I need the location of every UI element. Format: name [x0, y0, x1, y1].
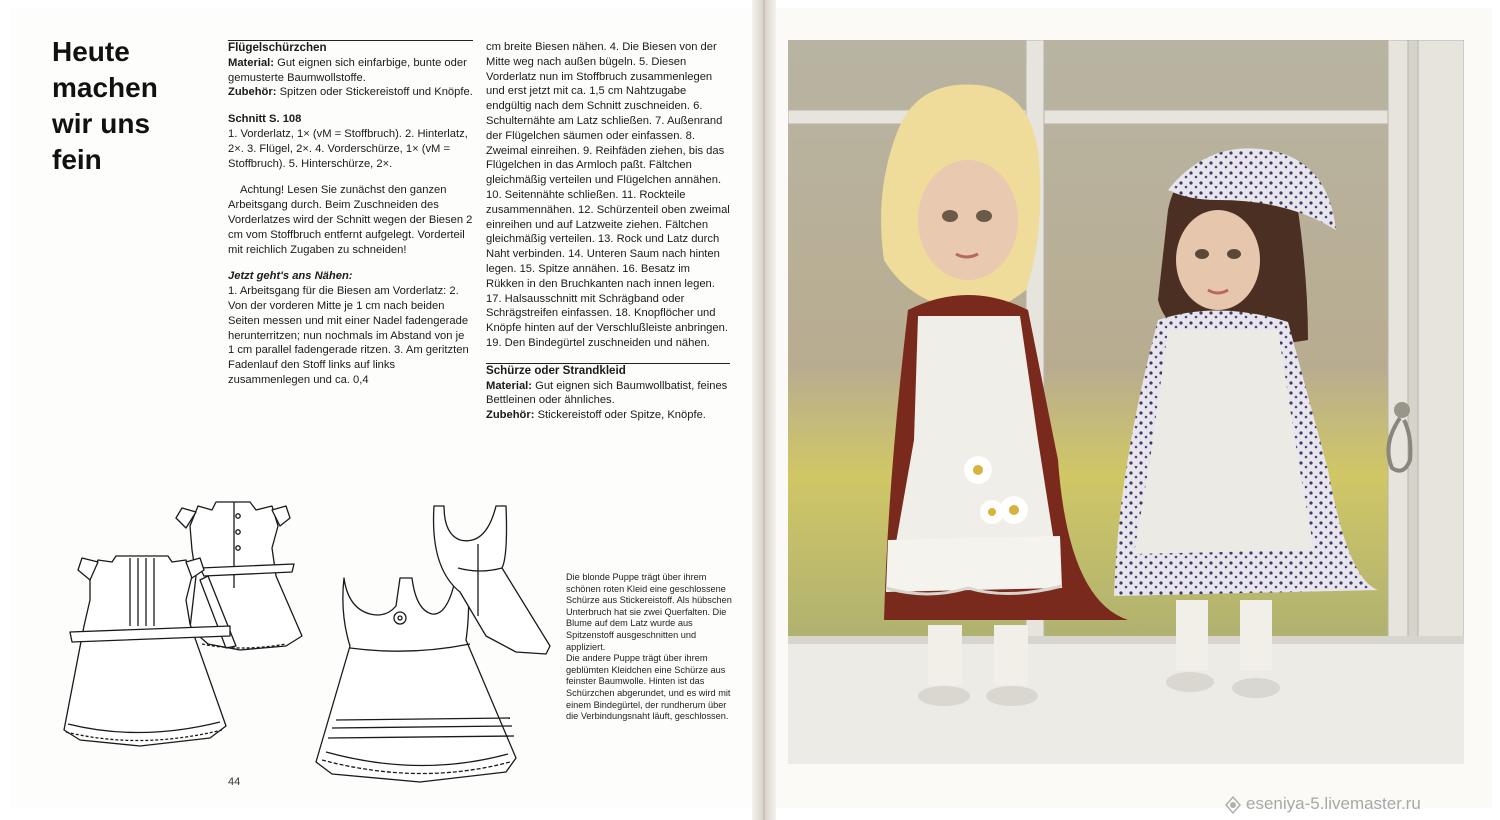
section-title-schuerze: Schürze oder Strandkleid	[486, 363, 626, 377]
window-sill	[788, 640, 1464, 764]
dolls-photo-illustration	[788, 40, 1464, 764]
zubehoer-label: Zubehör:	[486, 409, 535, 422]
zubehoer-label: Zubehör:	[228, 86, 277, 99]
material-text: Gut eignen sich Baumwollbatist, feines Bettleinen oder ähnliches.	[486, 379, 728, 407]
instructions-column-1	[228, 40, 473, 388]
naehen-text: 1. Arbeitsgang für die Biesen am Vorderlatz: 2. Von der vorderen Mitte je 1 cm nach beiden Seiten messen und mit einer Nadel fadengerade herunterritzen; nun nochmals im Abstand von je 1 cm parallel fadengerade ritzen. 3. Am geritzten Fadenlauf den Stoff links auf links zusammenlegen und ca. 0,4	[228, 285, 469, 386]
zubehoer-paragraph	[228, 85, 473, 100]
watermark-text: eseniya-5.livemaster.ru	[1246, 794, 1421, 813]
material-label: Material:	[486, 379, 533, 392]
schnitt-text: 1. Vorderlatz, 1× (vM = Stoffbruch). 2. Hinterlatz, 2×. 3. Flügel, 2×. 4. Vorderschürze, 1× (vM = Stoffbruch). 5. Hinterschürze, 2×.	[228, 127, 468, 170]
material-label: Material:	[228, 56, 275, 69]
schnitt-title: Schnitt S. 108	[228, 113, 302, 126]
site-watermark	[1224, 794, 1421, 814]
page-number: 44	[228, 776, 241, 788]
material-paragraph	[486, 379, 730, 409]
section-title-fluegelschuerzchen: Flügelschürzchen	[228, 41, 327, 54]
naehen-title: Jetzt geht's ans Nähen:	[228, 270, 353, 283]
achtung-paragraph: Achtung! Lesen Sie zunächst den ganzen Arbeitsgang durch. Beim Zuschneiden des Vorderlatzes wird der Schnitt wegen der Biesen 2 cm vom Stoffbruch entfernt aufgelegt. Vorderteil mit reichlich Zugaben zu schneiden!	[228, 184, 473, 256]
material-text: Gut eignen sich einfarbige, bunte oder gemusterte Baumwollstoffe.	[228, 56, 467, 84]
material-paragraph	[228, 56, 473, 86]
watermark-logo-icon	[1224, 796, 1242, 814]
zubehoer-text: Spitzen oder Stickereistoff und Knöpfe.	[276, 86, 473, 99]
zubehoer-text: Stickereistoff oder Spitze, Knöpfe.	[534, 409, 706, 422]
dolls-photo	[788, 40, 1464, 764]
instructions-column-2	[486, 40, 730, 423]
photo-caption	[566, 572, 732, 723]
page-headline: Heute machen wir uns fein	[52, 36, 158, 175]
caption-other-doll: Die andere Puppe trägt über ihrem geblümten Kleidchen eine Schürze aus feinster Baumwolle. Hinten ist das Schürzchen abgerundet, und es wird mit einem Bindegürtel, der rundherum über die Verbindungsnaht läuft, geschlossen.	[566, 653, 731, 722]
continuation-text: cm breite Biesen nähen. 4. Die Biesen von der Mitte weg nach außen bügeln. 5. Diesen Vorderlatz nun im Stoffbruch zusammenlegen und erst jetzt mit ca. 1,5 cm Nahtzugabe endgültig nach dem Schnitt zuschneiden. 6. Schulternähte am Latz schließen. 7. Außenrand der Flügelchen säumen oder einfassen. 8. Zweimal einreihen. 9. Reihfäden ziehen, bis das Flügelchen in das Armloch paßt. Fältchen gleichmäßig verteilen und Flügelchen annähen. 10. Seitennähte schließen. 11. Rockteile zusammennähen. 12. Schürzenteil oben zweimal einreihen und auf Latzweite ziehen. Fältchen gleichmäßig verteilen. 13. Rock und Latz durch Naht verbinden. 14. Unteren Saum nach hinten legen. 15. Spitze annähen. 16. Besatz im Rükken in den Bruchkanten nach innen legen. 17. Halsausschnitt mit Schrägband oder Schrägstreifen einfassen. 18. Knopflöcher und Knöpfe hinten auf der Verschlußleiste anbringen. 19. Den Bindegürtel zuschneiden und nähen.	[486, 41, 730, 349]
caption-blonde-doll: Die blonde Puppe trägt über ihrem schönen roten Kleid eine geschlossene Schürze aus Stickereistoff. Als hübschen Unterbruch hat sie zwei Querfalten. Die Blume auf dem Latz wurde aus Spitzenstoff ausgeschnitten und appliziert.	[566, 572, 732, 652]
apron-line-drawings	[40, 496, 560, 786]
zubehoer-paragraph	[486, 408, 730, 423]
book-gutter	[752, 0, 776, 820]
